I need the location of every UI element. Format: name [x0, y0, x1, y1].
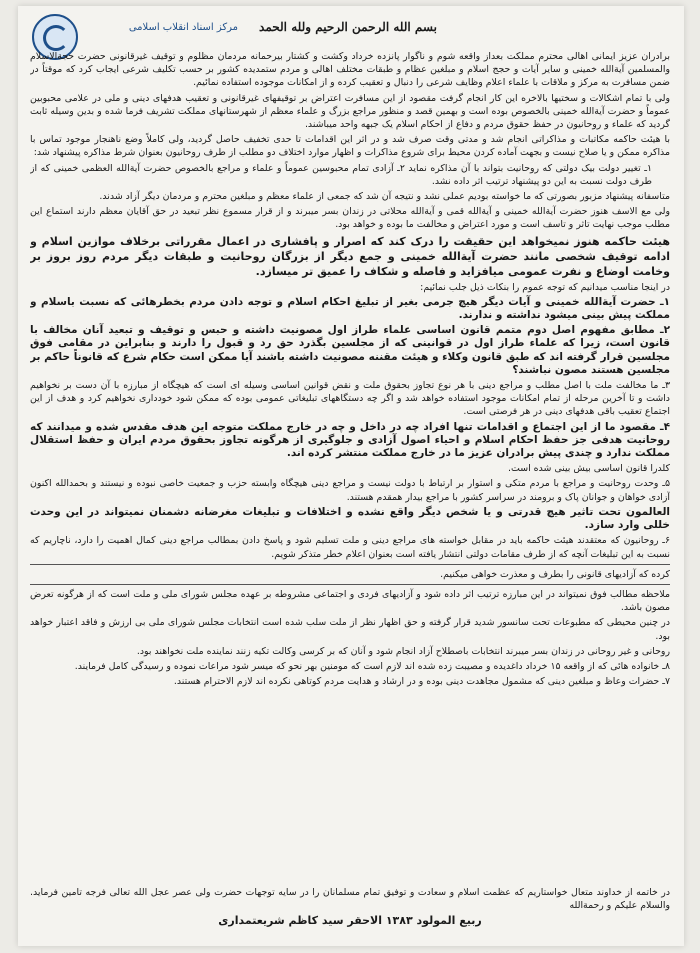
paragraph: در چنین محیطی که مطبوعات تحت سانسور شدید قرار گرفته و حق اظهار نظر از ملت سلب شده است انتخابات مجلس شورای ملی بی ارزش و فاقد اعتبار خواهد بود.	[30, 617, 670, 642]
paragraph: ولی مع الاسف هنوز حضرت آیةالله خمینی و آیةالله قمی و آیةالله محلاتی در زندان بسر میبرند و از قرار مسموع نظر تبعید در حق آقایان معظم دارند استماع این مطلب موجب نهایت تاثر و تاسف است و مورد اعتراض و مخالفت ما بوده و خواهد بود.	[30, 206, 670, 231]
point-4: ۴ـ مقصود ما از این اجتماع و اقدامات تنها افراد چه در داخل و چه در خارج مملکت متوجه این هدف مقدس شده و میدانند که روحانیت هدفی جز حفظ احکام اسلام و احیاء اصول آزادی و جلوگیری از هرگونه تجاوز بحقوق مردم ایران و حفظ استقلال مملکت ندارد و چندی پیش برادران عزیز ما در خارج مملکت منتشر کرده اند.	[30, 420, 670, 460]
point-6: ۶ـ روحانیون که معتقدند هیئت حاکمه باید در مقابل خواسته های مراجع دینی و ملت تسلیم شود و پاسخ دادن بمطالب مراجع دینی کمال اهمیت را دارد، ناچاریم که نسبت به این تبلیغات آنچه که از طرف مقامات دولتی انتشار یافته است بعنوان اعلام خطر متذکر شویم.	[30, 535, 670, 560]
paragraph: ولی با تمام اشکالات و سختیها بالاخره این کار انجام گرفت مقصود از این مسافرت اعتراض بر توقیفهای غیرقانونی و تعقیب هدفهای دینی و ملی در علامی محبوبین عموماً و حضرت آیةالله خمینی بالخصوص بوده است و بهمین قصد و منظور مراجع بزرگ و علماء معظم از شهرستانهای مملکت تشریف فرما شده و بدین وسیله ثابت گردید که علماء و روحانیون در حفظ حقوق مردم و دفاع از احکام اسلام یک جبهه واحد میباشند.	[30, 92, 670, 131]
closing-section	[30, 886, 670, 938]
basmala-heading: بسم الله الرحمن الرحیم ولله الحمد	[259, 20, 437, 34]
paragraph: روحانی و غیر روحانی در زندان بسر میبرند انتخابات باصطلاح آزاد انجام شود و آنان که بر کرسی وکالت تکیه زنند نماینده ملت نخواهند بود.	[136, 645, 670, 657]
signature: ربیع المولود ۱۳۸۳ الاحقر سید کاظم شریعتمداری	[218, 914, 482, 927]
point-2: ۲ـ مطابق مفهوم اصل دوم متمم قانون اساسی علماء طراز اول مصونیت داشته و حبس و توقیف و تبعید آنان مخالف با قانون است، زیرا که علماء طراز اول در قوانینی که از مجلسین بگذرد حق رد و قبول را دارند و بنابراین در مقامی فوق مجلسین قرار گرفته اند که طبق قانون وکلاء و هیئت مقننه مصونیت داشته باشند آیا ممکن است حکام شرع که قانوناً حاکم بر مجلسین هستند مصون نباشند؟	[30, 324, 670, 376]
emphasized-paragraph: هیئت حاکمه هنوز نمیخواهد این حقیقت را درک کند که اصرار و پافشاری در اعمال مقرراتی برخلاف موازین اسلام و ادامه توقیف شخصی مانند حضرت آیةالله خمینی و جمع دیگر از بزرگان روحانیت و طبقات دیگر مردم روز بروز بر وخامت اوضاع و نفرت عمومی میافزاید و فاصله و شکاف را عمیق تر میسازد.	[30, 234, 670, 278]
paragraph: در اینجا مناسب میدانیم که توجه عموم را بنکات ذیل جلب نمائیم:	[420, 281, 670, 293]
divider	[30, 564, 670, 565]
point-1: ۱ـ حضرت آیةالله خمینی و آیات دیگر هیچ جرمی بغیر از تبلیغ احکام اسلام و توجه دادن مردم بخطرهائی که نسبت باسلام و مملکت پیش بینی میشود نداشته و ندارند.	[30, 295, 670, 322]
document-body	[30, 50, 670, 890]
point-7: ۷ـ حضرات وعاظ و مبلغین دینی که مشمول مجاهدت دینی بوده و در ارشاد و هدایت مردم کوتاهی نکرده اند لازم الاحترام هستند.	[173, 676, 670, 688]
point-8: ۸ـ خانواده هائی که از واقعه ۱۵ خرداد داغدیده و مصیبت زده شده اند لازم است که مومنین بهر نحو که میسر شود مراعات نموده و رسیدگی کامل فرمایند.	[74, 660, 670, 672]
point-5: ۵ـ وحدت روحانیت و مراجع با مردم متکی و استوار بر ارتباط با دولت نیست و مراجع دینی هیچگاه وابسته حزب و جمعیت خاصی نبوده و نیستند و بحمدالله اکنون آزادی خواهان و جوانان پاک و برومند در سراسر کشور با مراجع بیدار همقدم هستند.	[30, 478, 670, 503]
document-page	[18, 6, 684, 946]
paragraph: متاسفانه پیشنهاد مزبور بصورتی که ما خواسته بودیم عملی نشد و نتیجه آن شد که جمعی از علماء معظم و مبلغین محترم و مردمان دیگر آزاد شدند.	[99, 191, 670, 203]
site-name: مرکز اسناد انقلاب اسلامی	[128, 22, 238, 33]
paragraph: با هیئت حاکمه مکاتبات و مذاکراتی انجام شد و مدتی وقت صرف شد و در اثر این اقدامات تا حدی تخفیف حاصل گردید، ولی کاملاً وضع ناهنجار موجود تماس با مذاکره ممکن و یا صلاح نیست و بجهت آماده کردن محیط برای شروع مذاکرات و اظهار موارد اختلاف دو مطلب از طرف روحانیون بعنوان شرط مذاکره پیشنهاد شد:	[30, 134, 670, 159]
paragraph: ملاحظه مطالب فوق نمیتواند در این مبارزه ترتیب اثر داده شود و آزادیهای فردی و اجتماعی مشروطه بر عهده مجلس شورای ملی و ملت است که از هرگونه تعرض مصون باشد.	[30, 588, 670, 614]
closing-text: در خاتمه از خداوند متعال خواستاریم که عظمت اسلام و سعادت و توفیق تمام مسلمانان را در سایه توجهات حضرت ولی عصر عجل الله تعالی فرجه تامین فرماید. والسلام علیکم و رحمةالله	[30, 887, 670, 911]
paragraph: العالمون تحت تاثیر هیچ قدرتی و یا شخص دیگر واقع نشده و اختلافات و تبلیغات مغرضانه دشمنان نمیتواند در این وحدت خللی وارد سازد.	[30, 505, 670, 532]
paragraph: برادران عزیز ایمانی اهالی محترم مملکت بعداز واقعه شوم و ناگوار پانزده خرداد وکشت و کشتار بیرحمانه مردمان مظلوم و توقیف غیرقانونی حضرت حجةالاسلام والمسلمین آیةالله خمینی و سایر آیات و حجج اسلام و مبلغین عظام و طبقات مختلف اهالی و مردم ستمدیده کشور بر حسب تکلیف شرعی ایجاب کرد که موقتاً در ضمن مسافرت به مرکز و ملاقات با علماء اعلام وظایف شرعی را دنبال و تعقیب کرده و از امکانات موجوده استفاده نمائیم.	[30, 51, 670, 89]
divider	[30, 584, 670, 585]
paragraph: کلدرا قانون اساسی بیش بینی شده است.	[508, 463, 670, 475]
point-3: ۳ـ ما مخالفت ملت با اصل مطلب و مراجع دینی با هر نوع تجاوز بحقوق ملت و نقض قوانین اساسی وسیله ای است که هیچگاه از مبارزه با آن دست بر نخواهیم داشت و تا آخرین مرحله از تمام امکانات موجود استفاده خواهد شد و اگر چه دستگاههای تبلیغاتی عمومی بوده که ممکن شود خودداری نخواهیم کرد و هدف از این اجتماع تعقیب باقی هدفهای دینی در هر فرصتی است.	[30, 380, 670, 418]
paragraph: ۱ـ تغییر دولت بیک دولتی که روحانیت بتواند با آن مذاکره نماید ۲ـ آزادی تمام محبوسین عموماً و علماء و مراجع بالخصوص حضرت آیةالله العظمی خمینی که از طرف دولت نسبت به این دو پیشنهاد ترتیب اثر داده نشد.	[30, 162, 652, 187]
paragraph: کرده که آزادیهای قانونی را بطرف و معذرت خواهی میکنیم.	[440, 568, 670, 580]
